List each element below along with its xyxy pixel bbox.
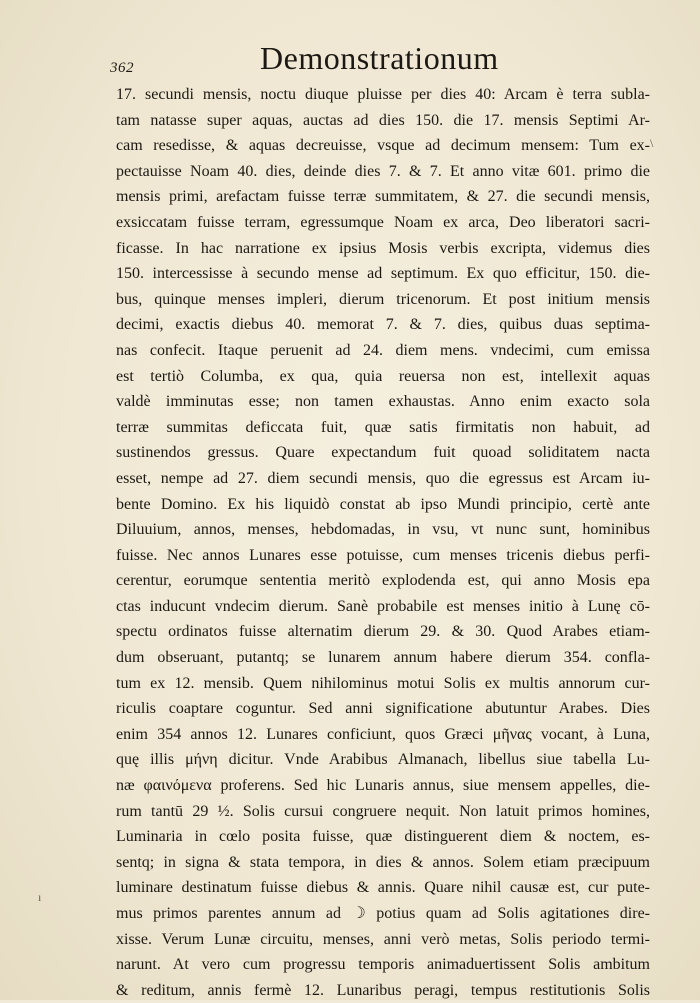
text-line: bente Domino. Ex his liquidò constat ab ipso Mundi principio, certè ante (116, 495, 650, 513)
text-line: esset, nempe ad 27. diem secundi mensis, quo die egressus est Arcam iu- (116, 469, 650, 487)
margin-mark: \ (650, 136, 654, 150)
text-line: cerentur, eorumque sententia meritò explodenda est, qui anno Mosis epa (116, 572, 650, 590)
text-line: exsiccatam fuisse terram, egressumque Noam ex arca, Deo liberatori sacri- (116, 213, 650, 231)
text-line: tam natasse super aquas, auctas ad dies 150. die 17. mensis Septimi Ar- (116, 111, 650, 129)
text-line: bus, quinque menses impleri, dierum tricenorum. Et post initium mensis (116, 290, 650, 308)
text-line: ctas inducunt vndecim dierum. Sanè probabile est menses initio à Lunę cō- (116, 597, 650, 615)
text-line: næ φαινόμενα proferens. Sed hic Lunaris annus, siue mensem appelles, die- (116, 777, 650, 795)
page-number: 362 (110, 60, 134, 76)
text-line: sentq; in signa & stata tempora, in dies & annos. Solem etiam præcipuum (116, 853, 650, 871)
text-line: Luminaria in cœlo posita fuisse, quæ distinguerent diem & noctem, es- (116, 828, 650, 846)
text-line: fuisse. Nec annos Lunares esse potuisse, cum menses tricenis diebus perfi- (116, 546, 650, 564)
text-line: Diluuium, annos, menses, hebdomadas, in vsu, vt nunc sunt, hominibus (116, 521, 650, 539)
text-line: rum tantū 29 ½. Solis cursui congruere nequit. Non latuit primos homines, (116, 802, 650, 820)
text-line: riculis coaptare coguntur. Sed anni significatione abutuntur Arabes. Dies (116, 700, 650, 718)
text-line: terræ summitas deficcata fuit, quæ satis firmitatis non habuit, ad (116, 418, 650, 436)
text-line: quę illis μήνη dicitur. Vnde Arabibus Almanach, libellus siue tabella Lu- (116, 751, 650, 769)
edge-mark: ı (38, 890, 42, 904)
text-line: narunt. At vero cum progressu temporis animaduertissent Solis ambitum (116, 956, 650, 974)
text-line: ficasse. In hac narratione ex ipsius Mosis verbis excripta, videmus dies (116, 239, 650, 257)
text-line: mus primos parentes annum ad ☽ potius quam ad Solis agitationes dire- (116, 905, 650, 922)
text-line: xisse. Verum Lunæ circuitu, menses, anni verò metas, Solis periodo termi- (116, 930, 650, 948)
text-line: sustinendos gressus. Quare expectandum fuit quoad soliditatem nacta (116, 444, 650, 462)
text-line: 150. intercessisse à secundo mense ad septimum. Ex quo efficitur, 150. die- (116, 265, 650, 283)
text-line: & reditum, annis fermè 12. Lunaribus peragi, tempus restitutionis Solis (116, 981, 650, 999)
text-line: pectauisse Noam 40. dies, deinde dies 7. & 7. Et anno vitæ 601. primo die (116, 162, 650, 180)
text-line: est tertiò Columba, ex qua, quia reuersa non est, intellexit aquas (116, 367, 650, 385)
text-line: nas confecit. Itaque peruenit ad 24. diem mens. vndecimi, cum emissa (116, 341, 650, 359)
text-line: dum obseruant, putantq; se lunarem annum habere dierum 354. confla- (116, 649, 650, 667)
text-line: tum ex 12. mensib. Quem nihilominus motui Solis ex multis annorum cur- (116, 674, 650, 692)
text-line: luminare destinatum fuisse diebus & annis. Quare nihil causæ est, cur pute- (116, 879, 650, 897)
running-title: Demonstrationum (260, 40, 499, 76)
text-line: decimi, exactis diebus 40. memorat 7. & 7. dies, quibus duas septima- (116, 316, 650, 334)
text-line: valdè imminutas esse; non tamen exhaustas. Anno enim exacto sola (116, 393, 650, 411)
body-text (116, 82, 650, 1003)
text-line: spectu ordinatos fuisse alternatim dierum 29. & 30. Quod Arabes etiam- (116, 623, 650, 641)
text-line: mensis primi, arefactam fuisse terræ summitatem, & 27. die secundi mensis, (116, 188, 650, 206)
text-line: 17. secundi mensis, noctu diuque pluisse per dies 40: Arcam è terra subla- (116, 86, 650, 103)
text-line: enim 354 annos 12. Lunares conficiunt, quos Græci μῆνας vocant, à Luna, (116, 725, 650, 743)
text-line: cam resedisse, & aquas decreuisse, vsque ad decimum mensem: Tum ex- (116, 137, 650, 155)
